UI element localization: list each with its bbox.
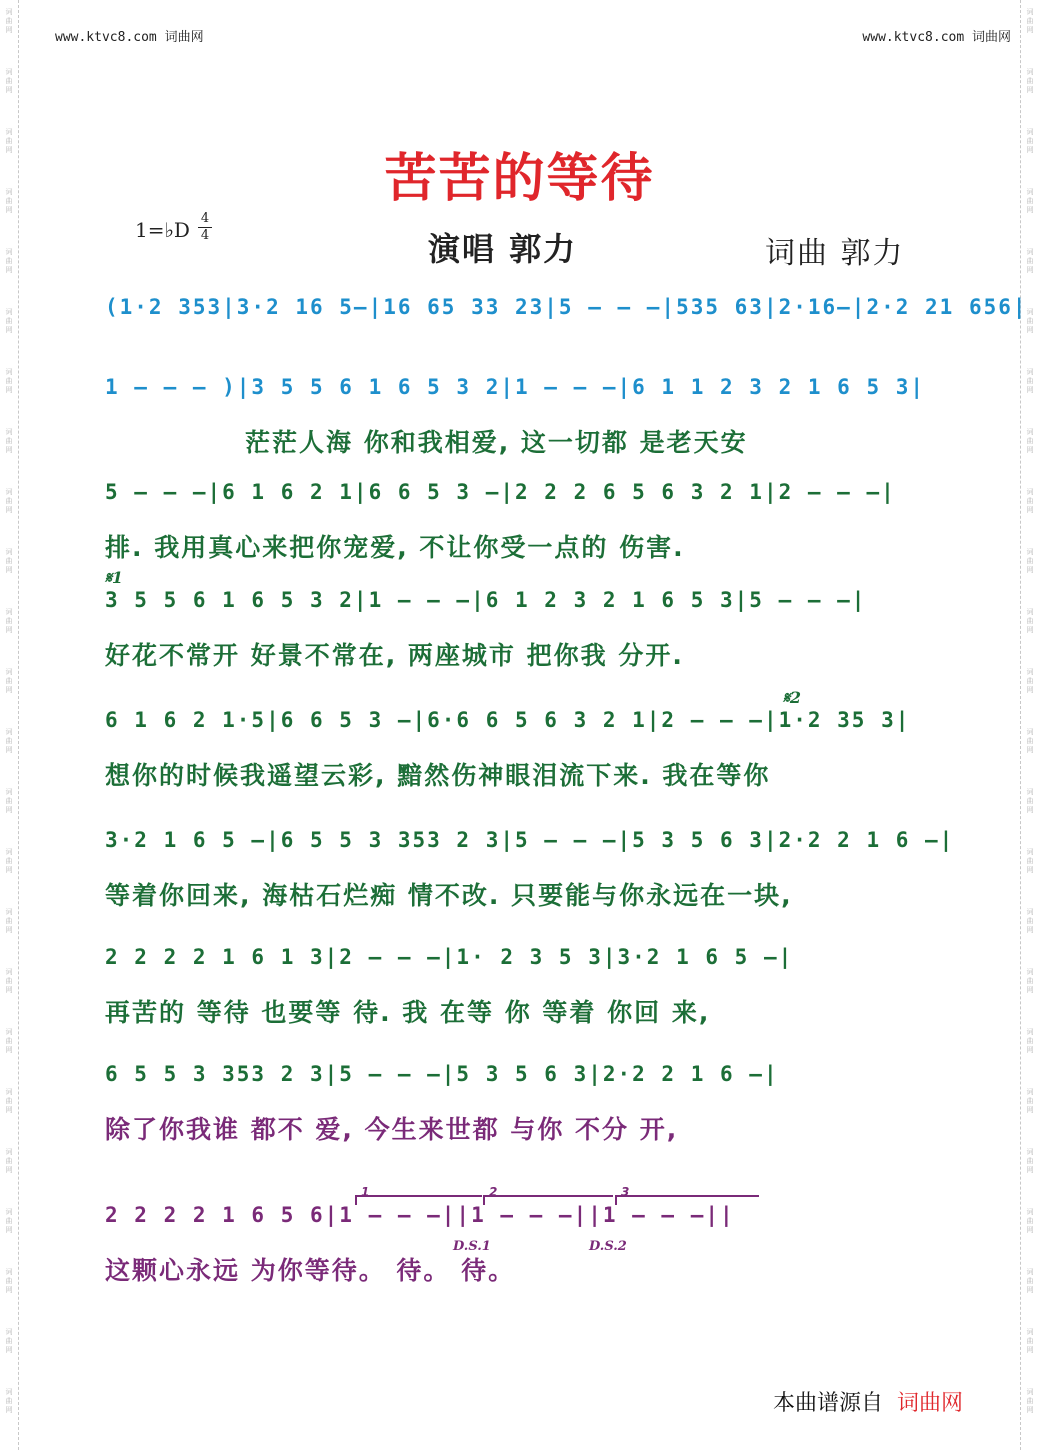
watermark-text: 词 曲 网 bbox=[1026, 968, 1034, 994]
watermark-text: 词 曲 网 bbox=[5, 128, 13, 154]
watermark-text: 词 曲 网 bbox=[5, 1028, 13, 1054]
notation-line: (1·2 353|3·2 16 5–|16 65 33 23|5 – – –|535 63|2·16–|2·2 21 656| bbox=[105, 295, 1028, 319]
watermark-text: 词 曲 网 bbox=[1026, 428, 1034, 454]
watermark-text: 词 曲 网 bbox=[5, 1388, 13, 1414]
watermark-text: 词 曲 网 bbox=[5, 788, 13, 814]
watermark-text: 词 曲 网 bbox=[1026, 848, 1034, 874]
watermark-text: 词 曲 网 bbox=[5, 68, 13, 94]
notation-line: 5 – – –|6 1 6 2 1|6 6 5 3 –|2 2 2 6 5 6 3 2 1|2 – – –| bbox=[105, 480, 896, 504]
watermark-text: 词 曲 网 bbox=[1026, 1028, 1034, 1054]
watermark-text: 词 曲 网 bbox=[5, 1328, 13, 1354]
watermark-text: 词 曲 网 bbox=[5, 548, 13, 574]
watermark-text: 词 曲 网 bbox=[5, 728, 13, 754]
watermark-text: 词 曲 网 bbox=[5, 968, 13, 994]
segno-marker-2: 𝄋2 bbox=[783, 688, 802, 707]
watermark-text: 词 曲 网 bbox=[5, 188, 13, 214]
watermark-text: 词 曲 网 bbox=[1026, 1208, 1034, 1234]
lyrics-line: 想你的时候我遥望云彩, 黯然伤神眼泪流下来. 我在等你 bbox=[105, 761, 771, 790]
watermark-text: 词 曲 网 bbox=[1026, 1268, 1034, 1294]
watermark-text: 词 曲 网 bbox=[1026, 1328, 1034, 1354]
left-watermark-strip bbox=[0, 0, 19, 1450]
watermark-text: 词 曲 网 bbox=[5, 608, 13, 634]
watermark-text: 词 曲 网 bbox=[5, 488, 13, 514]
watermark-text: 词 曲 网 bbox=[5, 8, 13, 34]
volta-number: 2 bbox=[489, 1185, 498, 1199]
lyrics-line: 再苦的 等待 也要等 待. 我 在等 你 等着 你回 来, bbox=[105, 998, 711, 1027]
source-label: 本曲谱源自 bbox=[773, 1391, 884, 1416]
watermark-text: 词 曲 网 bbox=[1026, 728, 1034, 754]
watermark-text: 词 曲 网 bbox=[5, 1268, 13, 1294]
watermark-text: 词 曲 网 bbox=[1026, 608, 1034, 634]
watermark-text: 词 曲 网 bbox=[1026, 548, 1034, 574]
watermark-text: 词 曲 网 bbox=[1026, 368, 1034, 394]
notation-line: 2 2 2 2 1 6 5 6|1 – – –||1 – – –||1 – – –|| bbox=[105, 1203, 735, 1227]
watermark-text: 词 曲 网 bbox=[1026, 1388, 1034, 1414]
notation-line: 2 2 2 2 1 6 1 3|2 – – –|1· 2 3 5 3|3·2 1 6 5 –| bbox=[105, 945, 794, 969]
composer-credit: 词曲 郭力 bbox=[765, 236, 905, 271]
lyrics-line: 好花不常开 好景不常在, 两座城市 把你我 分开. bbox=[105, 641, 684, 670]
source-credit bbox=[773, 1386, 963, 1417]
singer-credit: 演唱 郭力 bbox=[428, 230, 578, 268]
watermark-text: 词 曲 网 bbox=[1026, 788, 1034, 814]
time-signature bbox=[198, 212, 212, 243]
watermark-text: 词 曲 网 bbox=[1026, 188, 1034, 214]
lyrics-line: 排. 我用真心来把你宠爱, 不让你受一点的 伤害. bbox=[105, 533, 685, 562]
watermark-text: 词 曲 网 bbox=[5, 368, 13, 394]
watermark-text: 词 曲 网 bbox=[1026, 68, 1034, 94]
watermark-text: 词 曲 网 bbox=[1026, 248, 1034, 274]
key-signature: 1=♭D bbox=[135, 218, 190, 242]
watermark-text: 词 曲 网 bbox=[1026, 488, 1034, 514]
watermark-text: 词 曲 网 bbox=[5, 428, 13, 454]
site-url-left[interactable]: www.ktvc8.com 词曲网 bbox=[55, 30, 204, 45]
segno-marker-1: 𝄋1 bbox=[105, 568, 124, 587]
lyrics-line: 这颗心永远 为你等待。 待。 待。 bbox=[105, 1256, 516, 1285]
watermark-text: 词 曲 网 bbox=[5, 848, 13, 874]
watermark-text: 词 曲 网 bbox=[5, 248, 13, 274]
site-url-right[interactable]: www.ktvc8.com 词曲网 bbox=[862, 30, 1011, 45]
notation-line: 1 – – – )|3 5 5 6 1 6 5 3 2|1 – – –|6 1 1 2 3 2 1 6 5 3| bbox=[105, 375, 926, 399]
lyrics-line: 等着你回来, 海枯石烂痴 情不改. 只要能与你永远在一块, bbox=[105, 881, 793, 910]
watermark-text: 词 曲 网 bbox=[1026, 1088, 1034, 1114]
watermark-text: 词 曲 网 bbox=[5, 908, 13, 934]
watermark-text: 词 曲 网 bbox=[1026, 908, 1034, 934]
watermark-text: 词 曲 网 bbox=[5, 308, 13, 334]
watermark-text: 词 曲 网 bbox=[5, 668, 13, 694]
watermark-text: 词 曲 网 bbox=[1026, 128, 1034, 154]
lyrics-line: 除了你我谁 都不 爱, 今生来世都 与你 不分 开, bbox=[105, 1115, 679, 1144]
watermark-text: 词 曲 网 bbox=[5, 1088, 13, 1114]
right-watermark-strip bbox=[1020, 0, 1039, 1450]
watermark-text: 词 曲 网 bbox=[1026, 8, 1034, 34]
notation-line: 6 1 6 2 1·5|6 6 5 3 –|6·6 6 5 6 3 2 1|2 – – –|1·2 35 3| bbox=[105, 708, 911, 732]
meter-bottom: 4 bbox=[200, 228, 210, 243]
notation-line: 3 5 5 6 1 6 5 3 2|1 – – –|6 1 2 3 2 1 6 5 3|5 – – –| bbox=[105, 588, 867, 612]
lyrics-line: 茫茫人海 你和我相爱, 这一切都 是老天安 bbox=[245, 428, 748, 457]
watermark-text: 词 曲 网 bbox=[1026, 308, 1034, 334]
volta-number: 3 bbox=[621, 1185, 630, 1199]
watermark-text: 词 曲 网 bbox=[1026, 1148, 1034, 1174]
watermark-text: 词 曲 网 bbox=[5, 1148, 13, 1174]
watermark-text: 词 曲 网 bbox=[1026, 668, 1034, 694]
watermark-text: 词 曲 网 bbox=[5, 1208, 13, 1234]
meter-top: 4 bbox=[200, 211, 210, 226]
notation-line: 6 5 5 3 353 2 3|5 – – –|5 3 5 6 3|2·2 2 1 6 –| bbox=[105, 1062, 779, 1086]
notation-line: 3·2 1 6 5 –|6 5 5 3 353 2 3|5 – – –|5 3 5 6 3|2·2 2 1 6 –| bbox=[105, 828, 955, 852]
song-title: 苦苦的等待 bbox=[384, 149, 655, 209]
source-brand-link[interactable]: 词曲网 bbox=[897, 1391, 964, 1416]
volta-number: 1 bbox=[361, 1185, 370, 1199]
ds-mark-2: D.S.2 bbox=[589, 1239, 627, 1254]
ds-mark-1: D.S.1 bbox=[453, 1239, 491, 1254]
